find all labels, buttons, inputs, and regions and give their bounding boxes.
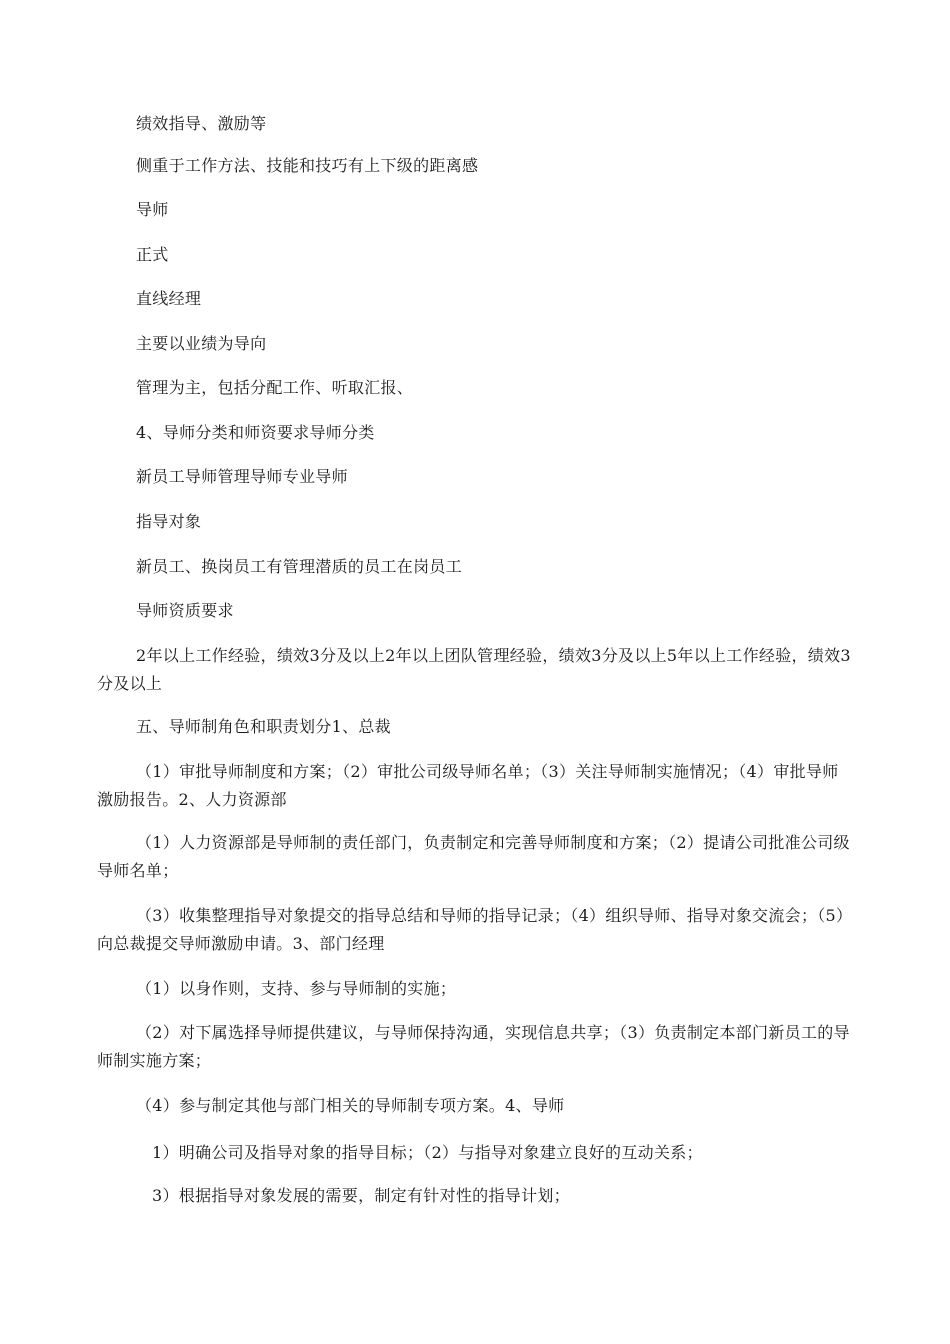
section-heading-mentor-types: 4、导师分类和师资要求导师分类 [136, 423, 375, 442]
paragraph-6: 主要以业绩为导向 [136, 334, 267, 353]
paragraph-9: 新员工导师管理导师专业导师 [136, 467, 348, 486]
paragraph-22: 3）根据指导对象发展的需要，制定有针对性的指导计划； [152, 1186, 570, 1205]
paragraph-2: 侧重于工作方法、技能和技巧有上下级的距离感 [136, 156, 479, 175]
paragraph-4: 正式 [136, 245, 169, 264]
paragraph-21: 1）明确公司及指导对象的指导目标；（2）与指导对象建立良好的互动关系； [152, 1143, 703, 1162]
section-heading-roles: 五、导师制角色和职责划分1、总裁 [136, 717, 391, 736]
paragraph-13: 2年以上工作经验，绩效3分及以上2年以上团队管理经验，绩效3分及以上5年以上工作经验，绩效3分及以上 [97, 646, 851, 693]
paragraph-20: （4）参与制定其他与部门相关的导师制专项方案。4、导师 [136, 1096, 565, 1115]
paragraph-18: （1）以身作则，支持、参与导师制的实施； [136, 979, 457, 998]
paragraph-3: 导师 [136, 200, 169, 219]
paragraph-11: 新员工、换岗员工有管理潜质的员工在岗员工 [136, 557, 463, 576]
paragraph-12: 导师资质要求 [136, 601, 234, 620]
paragraph-17: （3）收集整理指导对象提交的指导总结和导师的指导记录；（4）组织导师、指导对象交流会；（5）向总裁提交导师激励申请。3、部门经理 [97, 906, 853, 953]
paragraph-7: 管理为主，包括分配工作、听取汇报、 [136, 378, 414, 397]
paragraph-16: （1）人力资源部是导师制的责任部门，负责制定和完善导师制度和方案；（2）提请公司批准公司级导师名单； [97, 833, 850, 880]
paragraph-1: 绩效指导、激励等 [136, 114, 267, 133]
paragraph-5: 直线经理 [136, 289, 202, 308]
paragraph-10: 指导对象 [136, 512, 202, 531]
paragraph-15: （1）审批导师制度和方案；（2）审批公司级导师名单；（3）关注导师制实施情况；（4）审批导师激励报告。2、人力资源部 [97, 762, 839, 809]
paragraph-19: （2）对下属选择导师提供建议，与导师保持沟通，实现信息共享；（3）负责制定本部门新员工的导师制实施方案； [97, 1023, 850, 1070]
